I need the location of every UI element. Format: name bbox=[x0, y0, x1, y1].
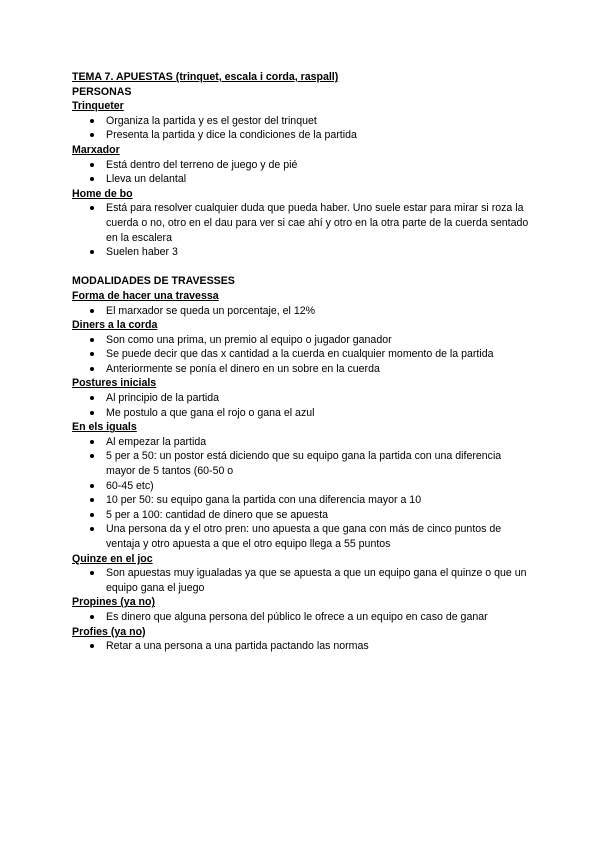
bullet-list bbox=[72, 333, 532, 377]
list-item: Se puede decir que das x cantidad a la cuerda en cualquier momento de la partida bbox=[106, 347, 532, 362]
bullet-list bbox=[72, 435, 532, 552]
subheading-forma-travessa: Forma de hacer una travessa bbox=[72, 289, 219, 302]
subheading-postures-inicials: Postures inicials bbox=[72, 377, 157, 390]
list-item: Lleva un delantal bbox=[106, 172, 532, 187]
list-item: 5 per a 100: cantidad de dinero que se apuesta bbox=[106, 508, 532, 523]
list-item: Suelen haber 3 bbox=[106, 245, 532, 260]
list-item: 60-45 etc) bbox=[106, 479, 532, 494]
list-item: Anteriormente se ponía el dinero en un sobre en la cuerda bbox=[106, 362, 532, 377]
list-item: Son como una prima, un premio al equipo o jugador ganador bbox=[106, 333, 532, 348]
list-item: Presenta la partida y dice la condiciones de la partida bbox=[106, 128, 532, 143]
bullet-list bbox=[72, 610, 532, 625]
subheading-en-els-iguals: En els iguals bbox=[72, 421, 137, 434]
list-item: Al empezar la partida bbox=[106, 435, 532, 450]
spacer bbox=[72, 260, 532, 275]
list-item: Está dentro del terreno de juego y de pié bbox=[106, 158, 532, 173]
document-title: TEMA 7. APUESTAS (trinquet, escala i corda, raspall) bbox=[72, 71, 339, 83]
bullet-list bbox=[72, 114, 532, 143]
list-item: Al principio de la partida bbox=[106, 391, 532, 406]
bullet-list bbox=[72, 391, 532, 420]
bullet-list bbox=[72, 639, 532, 654]
list-item: Retar a una persona a una partida pactando las normas bbox=[106, 639, 532, 654]
list-item: 10 per 50: su equipo gana la partida con una diferencia mayor a 10 bbox=[106, 493, 532, 508]
subheading-diners-corda: Diners a la corda bbox=[72, 319, 158, 332]
list-item: Es dinero que alguna persona del público le ofrece a un equipo en caso de ganar bbox=[106, 610, 532, 625]
list-item: 5 per a 50: un postor está diciendo que su equipo gana la partida con una diferencia mayor de 5 tantos (60-50 o bbox=[106, 449, 532, 478]
subheading-profies: Profies (ya no) bbox=[72, 625, 146, 638]
subheading-propines: Propines (ya no) bbox=[72, 596, 155, 609]
section-heading-personas: PERSONAS bbox=[72, 85, 132, 98]
document-page bbox=[72, 70, 532, 654]
subheading-quinze-joc: Quinze en el joc bbox=[72, 552, 153, 565]
list-item: Una persona da y el otro pren: uno apuesta a que gana con más de cinco puntos de ventaja y otro apuesta a que el otro equipo llega a 55 puntos bbox=[106, 522, 532, 551]
list-item: Son apuestas muy igualadas ya que se apuesta a que un equipo gana el quinze o que un equipo gana el juego bbox=[106, 566, 532, 595]
subheading-trinqueter: Trinqueter bbox=[72, 100, 124, 113]
bullet-list bbox=[72, 304, 532, 319]
section-heading-modalidades: MODALIDADES DE TRAVESSES bbox=[72, 275, 235, 288]
subheading-marxador: Marxador bbox=[72, 143, 120, 156]
list-item: El marxador se queda un porcentaje, el 12% bbox=[106, 304, 532, 319]
list-item: Está para resolver cualquier duda que pueda haber. Uno suele estar para mirar si roza la cuerda o no, otro en el dau para ver si cae ahí y otro en la otra parte de la cuerda sentado en la escalera bbox=[106, 201, 532, 245]
list-item: Me postulo a que gana el rojo o gana el azul bbox=[106, 406, 532, 421]
bullet-list bbox=[72, 201, 532, 259]
list-item: Organiza la partida y es el gestor del trinquet bbox=[106, 114, 532, 129]
bullet-list bbox=[72, 158, 532, 187]
bullet-list bbox=[72, 566, 532, 595]
subheading-home-de-bo: Home de bo bbox=[72, 187, 133, 200]
